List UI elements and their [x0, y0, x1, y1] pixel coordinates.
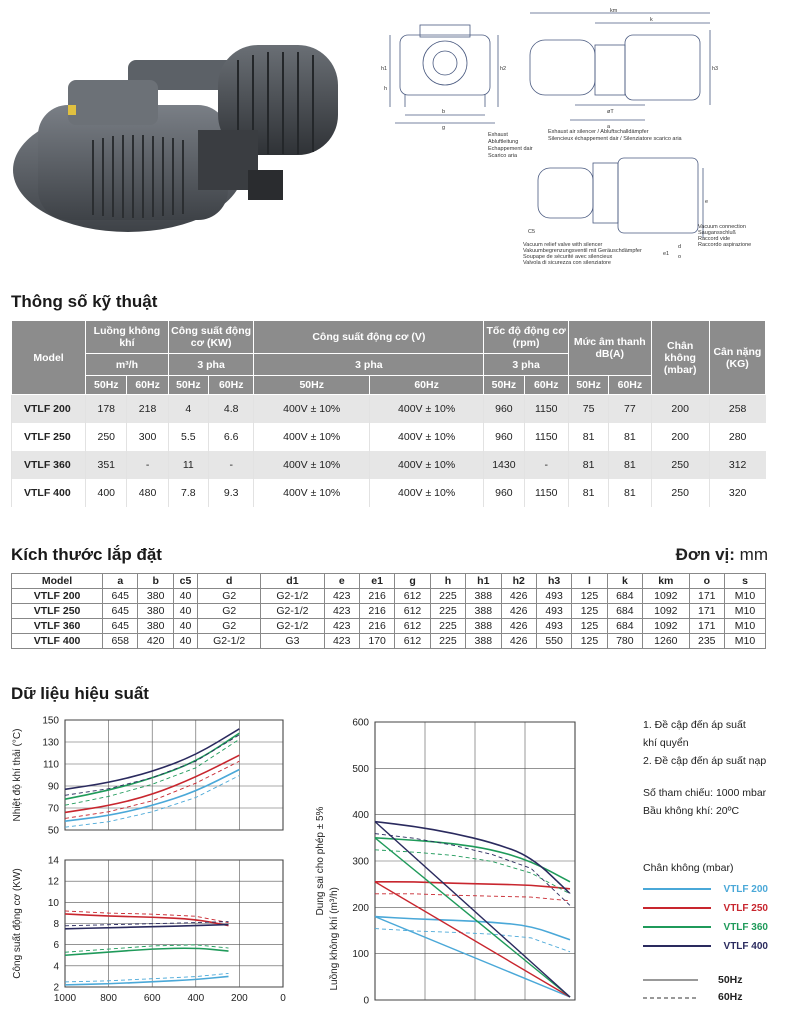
- pump-photo: [8, 20, 353, 250]
- dim-cell: 612: [395, 619, 430, 634]
- dim-header: d1: [261, 574, 324, 589]
- spec-cell-rpm50: 960: [484, 395, 524, 424]
- header-hz: 50Hz: [168, 376, 208, 395]
- dim-header: c5: [173, 574, 197, 589]
- spec-cell-flow60: 218: [127, 395, 168, 424]
- note-air: Bầu không khí: 20ºC: [643, 805, 740, 817]
- legend-item: [643, 884, 768, 895]
- series-line-atm: [375, 917, 570, 997]
- dim-cell: 125: [572, 619, 607, 634]
- dim-header: h3: [536, 574, 571, 589]
- dim-cell: 658: [103, 634, 138, 649]
- spec-cell-kw50: 4: [168, 395, 208, 424]
- dim-cell: G2-1/2: [261, 604, 324, 619]
- legend-swatch: [643, 905, 713, 911]
- dim-cell: 380: [138, 589, 173, 604]
- spec-cell-flow60: 300: [127, 423, 168, 451]
- spec-cell-v50: 400V ± 10%: [254, 479, 369, 507]
- spec-cell-db50: 81: [568, 451, 608, 479]
- dim-cell: 684: [607, 604, 642, 619]
- dim-cell: 171: [689, 589, 724, 604]
- spec-cell-model: VTLF 200: [12, 395, 86, 424]
- svg-text:k: k: [650, 17, 653, 23]
- dim-header: k: [607, 574, 642, 589]
- header-motor-power: Công suất động cơ (KW): [168, 321, 254, 354]
- svg-text:d: d: [678, 244, 682, 250]
- spec-cell-flow50: 178: [86, 395, 127, 424]
- dim-header: l: [572, 574, 607, 589]
- dim-header: o: [689, 574, 724, 589]
- spec-cell-v50: 400V ± 10%: [254, 451, 369, 479]
- header-flow-unit: m³/h: [86, 354, 169, 376]
- spec-cell-kw60: 4.8: [208, 395, 254, 424]
- header-hz: 60Hz: [524, 376, 568, 395]
- svg-text:Exhaust air silencer / Ablufts: Exhaust air silencer / Abluftschalldämpfer: [548, 129, 649, 135]
- svg-text:o: o: [678, 254, 682, 260]
- header-hz: 50Hz: [254, 376, 369, 395]
- y-tick-label: 14: [47, 855, 59, 867]
- dim-cell: 420: [138, 634, 173, 649]
- dim-header: b: [138, 574, 173, 589]
- flow-chart: [305, 712, 585, 1022]
- svg-text:Vakuumbegrenzungsventil mit Ge: Vakuumbegrenzungsventil mit Geräuschdämpfer: [523, 248, 642, 254]
- spec-row: [12, 423, 766, 451]
- x-tick-label: 800: [100, 993, 117, 1004]
- svg-text:Echappement dair: Echappement dair: [488, 146, 533, 152]
- series-line: [65, 914, 229, 926]
- spec-cell-vac: 200: [651, 423, 709, 451]
- spec-cell-kg: 258: [709, 395, 765, 424]
- spec-cell-kw60: 9.3: [208, 479, 254, 507]
- header-power-phase: 3 pha: [168, 354, 254, 376]
- dim-cell: VTLF 200: [12, 589, 103, 604]
- dim-cell: 645: [103, 604, 138, 619]
- dim-header: s: [724, 574, 765, 589]
- notes: [643, 716, 766, 820]
- plot-frame: [65, 720, 283, 830]
- y-tick-label: 8: [53, 919, 59, 930]
- line-style-legend: [643, 970, 703, 1010]
- svg-text:Soupape de sécurité avec silen: Soupape de sécurité avec silencieux: [523, 254, 613, 260]
- header-hz: 50Hz: [86, 376, 127, 395]
- x-tick-label: 200: [231, 993, 248, 1004]
- y-tick-label: 0: [363, 995, 369, 1007]
- dim-cell: 125: [572, 604, 607, 619]
- spec-cell-kg: 320: [709, 479, 765, 507]
- header-hz: 60Hz: [609, 376, 651, 395]
- dim-row: [12, 634, 766, 649]
- series-line: [375, 882, 570, 889]
- spec-cell-flow50: 250: [86, 423, 127, 451]
- dim-cell: 426: [501, 604, 536, 619]
- y-tick-label: 130: [42, 737, 59, 749]
- dim-cell: 493: [536, 589, 571, 604]
- header-hz: 60Hz: [208, 376, 254, 395]
- dim-cell: 380: [138, 619, 173, 634]
- dim-cell: 423: [324, 604, 359, 619]
- side-view-drawing: [515, 5, 725, 130]
- header-speed-phase: 3 pha: [484, 354, 569, 376]
- y-tick-label: 150: [42, 715, 59, 727]
- dim-cell: 388: [466, 619, 501, 634]
- dim-cell: 423: [324, 589, 359, 604]
- spec-cell-kw60: 6.6: [208, 423, 254, 451]
- dim-cell: M10: [724, 589, 765, 604]
- header-hz: 60Hz: [127, 376, 168, 395]
- x-tick-label: 400: [187, 993, 205, 1004]
- legend-title: Chân không (mbar): [643, 862, 734, 874]
- svg-text:C5: C5: [528, 229, 536, 235]
- spec-cell-rpm60: 1150: [524, 423, 568, 451]
- series-line-60hz: [65, 973, 229, 981]
- dim-cell: 645: [103, 589, 138, 604]
- legend-label: VTLF 400: [723, 941, 768, 952]
- unit-value: mm: [739, 545, 768, 564]
- svg-text:Vacuum relief valve with silen: Vacuum relief valve with silencer: [523, 242, 603, 248]
- dim-cell: 388: [466, 589, 501, 604]
- dim-cell: 426: [501, 589, 536, 604]
- legend-swatch: [643, 886, 713, 892]
- legend-label: VTLF 250: [723, 903, 768, 914]
- dim-cell: 40: [173, 604, 197, 619]
- spec-cell-kw50: 11: [168, 451, 208, 479]
- dim-cell: M10: [724, 634, 765, 649]
- spec-cell-kw50: 5.5: [168, 423, 208, 451]
- series-line-60hz: [375, 834, 570, 906]
- y-tick-label: 600: [352, 717, 369, 729]
- dim-cell: 235: [689, 634, 724, 649]
- spec-cell-flow50: 400: [86, 479, 127, 507]
- dim-section-title: Kích thước lắp đặt: [11, 545, 162, 564]
- dim-cell: 612: [395, 604, 430, 619]
- dim-cell: 612: [395, 634, 430, 649]
- spec-section-title: Thông số kỹ thuật: [11, 292, 158, 311]
- svg-text:km: km: [610, 8, 618, 14]
- dim-cell: 125: [572, 589, 607, 604]
- front-view-drawing: [380, 15, 510, 130]
- spec-cell-vac: 200: [651, 395, 709, 424]
- dim-cell: 1092: [643, 604, 690, 619]
- spec-cell-flow50: 351: [86, 451, 127, 479]
- y-axis-label-2: Luồng không khí (m³/h): [329, 887, 340, 991]
- dim-cell: VTLF 360: [12, 619, 103, 634]
- y-tick-label: 2: [53, 982, 59, 994]
- header-voltage-phase: 3 pha: [254, 354, 484, 376]
- spec-cell-db50: 81: [568, 479, 608, 507]
- header-vacuum: Chân không (mbar): [651, 321, 709, 395]
- dim-cell: G2: [198, 604, 261, 619]
- legend-label: VTLF 200: [723, 884, 768, 895]
- dim-cell: 684: [607, 619, 642, 634]
- dim-cell: 426: [501, 619, 536, 634]
- legend-item: [643, 922, 768, 933]
- dim-cell: 780: [607, 634, 642, 649]
- series-line-atm: [375, 882, 570, 997]
- dim-header: h2: [501, 574, 536, 589]
- spec-cell-v60: 400V ± 10%: [369, 479, 483, 507]
- dim-row: [12, 604, 766, 619]
- note-ref: Số tham chiếu: 1000 mbar: [643, 787, 767, 799]
- header-model: Model: [12, 321, 86, 395]
- spec-row: [12, 479, 766, 507]
- spec-cell-db50: 81: [568, 423, 608, 451]
- header-hz: 50Hz: [484, 376, 524, 395]
- legend-item: [643, 941, 768, 952]
- spec-cell-kw50: 7.8: [168, 479, 208, 507]
- svg-text:Saugansschluß: Saugansschluß: [698, 230, 736, 236]
- dim-header: d: [198, 574, 261, 589]
- y-axis-label: Dung sai cho phép ± 5%: [315, 806, 326, 916]
- dim-cell: VTLF 400: [12, 634, 103, 649]
- dim-cell: 225: [430, 619, 465, 634]
- dim-header: km: [643, 574, 690, 589]
- header-noise: Mức âm thanh dB(A): [568, 321, 651, 376]
- spec-cell-rpm60: 1150: [524, 395, 568, 424]
- header-weight: Cân nặng (KG): [709, 321, 765, 395]
- dim-cell: G2-1/2: [261, 619, 324, 634]
- y-tick-label: 50: [47, 825, 59, 837]
- note-1: 1. Đề cập đến áp suất: [643, 719, 746, 731]
- spec-cell-v60: 400V ± 10%: [369, 451, 483, 479]
- series-line-atm: [375, 822, 570, 997]
- dim-cell: M10: [724, 619, 765, 634]
- svg-text:øT: øT: [607, 109, 614, 115]
- dim-header: h: [430, 574, 465, 589]
- dim-cell: 216: [359, 619, 394, 634]
- dim-header: a: [103, 574, 138, 589]
- spec-row: [12, 451, 766, 479]
- spec-cell-v50: 400V ± 10%: [254, 423, 369, 451]
- dim-cell: 423: [324, 634, 359, 649]
- spec-cell-model: VTLF 360: [12, 451, 86, 479]
- spec-table: [11, 320, 766, 507]
- y-tick-label: 100: [352, 949, 369, 961]
- header-flow: Luồng không khí: [86, 321, 169, 354]
- dim-cell: 1260: [643, 634, 690, 649]
- svg-text:e1: e1: [663, 251, 670, 257]
- spec-cell-db50: 75: [568, 395, 608, 424]
- dim-cell: 171: [689, 619, 724, 634]
- dim-cell: 216: [359, 589, 394, 604]
- header-speed: Tốc độ động cơ (rpm): [484, 321, 569, 354]
- y-tick-label: 10: [47, 897, 59, 909]
- dim-cell: 216: [359, 604, 394, 619]
- svg-text:h2: h2: [500, 66, 507, 72]
- power-chart: [0, 850, 300, 1020]
- dim-header: g: [395, 574, 430, 589]
- header-hz: 50Hz: [568, 376, 608, 395]
- dim-cell: 612: [395, 589, 430, 604]
- legend-item: [643, 903, 768, 914]
- svg-text:h3: h3: [712, 66, 719, 72]
- temp-chart: [0, 710, 300, 840]
- y-tick-label: 500: [352, 763, 369, 775]
- spec-cell-model: VTLF 250: [12, 423, 86, 451]
- legend-label: VTLF 360: [723, 922, 768, 933]
- spec-cell-model: VTLF 400: [12, 479, 86, 507]
- dim-cell: 388: [466, 604, 501, 619]
- spec-cell-rpm60: -: [524, 451, 568, 479]
- dim-header: Model: [12, 574, 103, 589]
- dim-cell: 170: [359, 634, 394, 649]
- svg-text:e: e: [705, 199, 709, 205]
- series-line: [65, 948, 229, 955]
- spec-cell-db60: 81: [609, 479, 651, 507]
- dim-cell: 426: [501, 634, 536, 649]
- dim-cell: 493: [536, 604, 571, 619]
- dim-table: [11, 573, 766, 649]
- spec-cell-rpm50: 960: [484, 423, 524, 451]
- y-axis-label: Công suất động cơ (KW): [12, 868, 23, 979]
- dim-header: e1: [359, 574, 394, 589]
- y-tick-label: 6: [53, 940, 59, 952]
- top-view-drawing: [488, 128, 778, 268]
- header-motor-voltage: Công suất động cơ (V): [254, 321, 484, 354]
- dim-cell: 40: [173, 589, 197, 604]
- svg-text:a: a: [607, 124, 611, 130]
- legend-50hz: 50Hz: [718, 974, 743, 986]
- series-line: [375, 838, 570, 882]
- dim-cell: 171: [689, 604, 724, 619]
- svg-text:Scarico aria: Scarico aria: [488, 153, 518, 159]
- svg-text:Raccordo aspirazione: Raccordo aspirazione: [698, 242, 752, 248]
- dim-cell: 225: [430, 589, 465, 604]
- spec-cell-flow60: -: [127, 451, 168, 479]
- x-tick-label: 600: [143, 993, 161, 1004]
- y-tick-label: 400: [352, 810, 369, 822]
- spec-cell-rpm60: 1150: [524, 479, 568, 507]
- dim-cell: 225: [430, 604, 465, 619]
- dim-cell: G2-1/2: [261, 589, 324, 604]
- dim-cell: 645: [103, 619, 138, 634]
- svg-text:h1: h1: [381, 66, 388, 72]
- dim-row: [12, 619, 766, 634]
- note-1b: khí quyển: [643, 737, 689, 749]
- y-tick-label: 90: [47, 781, 59, 793]
- svg-text:Valvola di sicurezza con silen: Valvola di sicurezza con silenziatore: [523, 260, 611, 266]
- spec-cell-db60: 81: [609, 423, 651, 451]
- series-line: [65, 976, 229, 984]
- spec-cell-rpm50: 1430: [484, 451, 524, 479]
- y-axis-label: Nhiệt độ khí thải (°C): [12, 728, 23, 822]
- dim-cell: 40: [173, 634, 197, 649]
- dim-cell: 380: [138, 604, 173, 619]
- svg-text:h: h: [384, 86, 388, 92]
- unit-label-text: Đơn vị:: [675, 545, 735, 564]
- dim-cell: G2: [198, 619, 261, 634]
- svg-text:Exhaust: Exhaust: [488, 132, 508, 138]
- dim-header: e: [324, 574, 359, 589]
- spec-cell-rpm50: 960: [484, 479, 524, 507]
- perf-section-title: Dữ liệu hiệu suất: [11, 684, 149, 703]
- y-tick-label: 300: [352, 856, 369, 868]
- x-tick-label: 0: [280, 993, 286, 1004]
- series-line-60hz: [375, 850, 570, 894]
- spec-row: [12, 395, 766, 424]
- dim-cell: 125: [572, 634, 607, 649]
- dim-cell: 1092: [643, 619, 690, 634]
- dim-cell: G2-1/2: [198, 634, 261, 649]
- y-tick-label: 70: [47, 803, 59, 815]
- legend-swatch: [643, 943, 713, 949]
- svg-text:g: g: [442, 125, 446, 130]
- spec-cell-kw60: -: [208, 451, 254, 479]
- y-tick-label: 110: [43, 759, 59, 771]
- dim-cell: 684: [607, 589, 642, 604]
- dim-cell: 225: [430, 634, 465, 649]
- spec-cell-db60: 77: [609, 395, 651, 424]
- svg-text:Raccord vide: Raccord vide: [698, 236, 731, 242]
- dim-header: h1: [466, 574, 501, 589]
- svg-text:Vacuum connection: Vacuum connection: [698, 224, 746, 230]
- spec-cell-v50: 400V ± 10%: [254, 395, 369, 424]
- legend-60hz: 60Hz: [718, 991, 743, 1003]
- unit-label: [676, 545, 768, 565]
- header-hz: 60Hz: [369, 376, 483, 395]
- dim-cell: VTLF 250: [12, 604, 103, 619]
- spec-cell-v60: 400V ± 10%: [369, 395, 483, 424]
- dim-cell: 423: [324, 619, 359, 634]
- dim-cell: G2: [198, 589, 261, 604]
- dim-cell: M10: [724, 604, 765, 619]
- svg-text:b: b: [442, 109, 446, 115]
- spec-cell-v60: 400V ± 10%: [369, 423, 483, 451]
- dim-row: [12, 589, 766, 604]
- legend-swatch: [643, 924, 713, 930]
- spec-cell-flow60: 480: [127, 479, 168, 507]
- y-tick-label: 200: [352, 902, 369, 914]
- note-2: 2. Đề cập đến áp suất nạp: [643, 755, 767, 767]
- spec-cell-kg: 312: [709, 451, 765, 479]
- spec-cell-vac: 250: [651, 479, 709, 507]
- dim-cell: 550: [536, 634, 571, 649]
- svg-text:Silencieux échappement dair /: Silencieux échappement dair / Silenziatore scarico aria: [548, 136, 682, 142]
- dim-cell: 493: [536, 619, 571, 634]
- series-line-atm: [375, 838, 570, 997]
- spec-cell-vac: 250: [651, 451, 709, 479]
- dim-cell: 1092: [643, 589, 690, 604]
- dim-cell: G3: [261, 634, 324, 649]
- dim-cell: 388: [466, 634, 501, 649]
- spec-cell-kg: 280: [709, 423, 765, 451]
- svg-text:Abluftleitung: Abluftleitung: [488, 139, 519, 145]
- x-tick-label: 1000: [53, 993, 77, 1004]
- spec-cell-db60: 81: [609, 451, 651, 479]
- y-tick-label: 4: [53, 961, 59, 973]
- y-tick-label: 12: [47, 876, 59, 888]
- dim-cell: 40: [173, 619, 197, 634]
